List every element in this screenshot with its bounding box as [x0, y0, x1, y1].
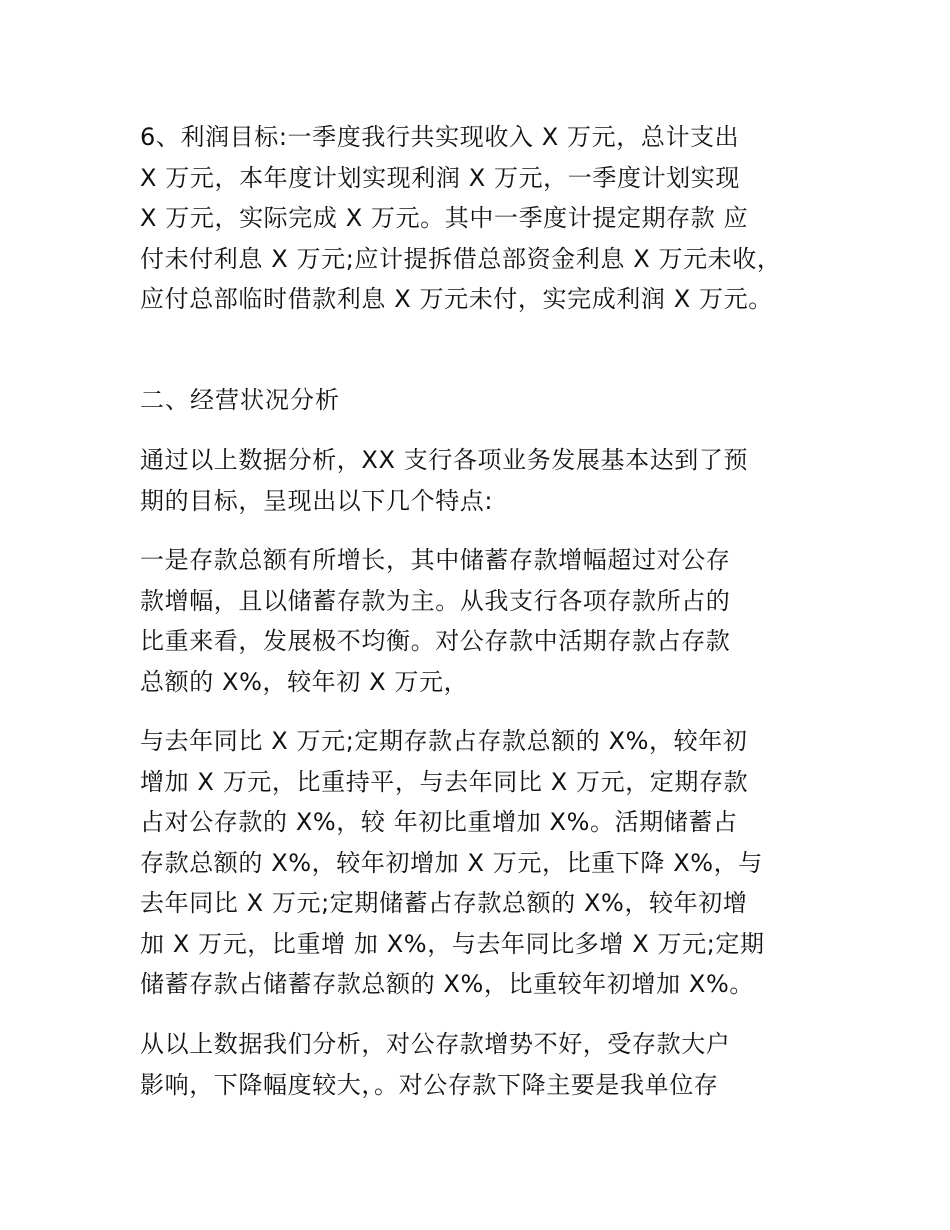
- paragraph-analysis-intro: [140, 440, 840, 521]
- text-line: 去年同比 X 万元;定期储蓄占存款总额的 X%，较年初增: [140, 889, 748, 917]
- text-line: 期的目标，呈现出以下几个特点:: [140, 486, 494, 515]
- text-line: 存款总额的 X%，较年初增加 X 万元，比重下降 X%，与: [140, 848, 763, 877]
- text-line: X 万元，实际完成 X 万元。其中一季度计提定期存款 应: [140, 204, 749, 232]
- text-line: 储蓄存款占储蓄存款总额的 X%，比重较年初增加 X%。: [140, 970, 754, 998]
- text-line: 总额的 X%，较年初 X 万元，: [140, 667, 469, 696]
- paragraph-deposit-details: [140, 721, 840, 1005]
- text-line: 6、利润目标:一季度我行共实现收入 X 万元，总计支出: [140, 123, 740, 151]
- section-heading: [140, 380, 840, 421]
- text-line: 占对公存款的 X%，较 年初比重增加 X%。活期储蓄占: [140, 808, 738, 836]
- text-line: 付未付利息 X 万元;应计提拆借总部资金利息 X 万元未收，: [140, 244, 782, 273]
- text-line: 影响，下降幅度较大，。对公存款下降主要是我单位存: [140, 1070, 719, 1099]
- paragraph-deposit-growth: [140, 540, 840, 702]
- paragraph-corporate-deposit-analysis: [140, 1024, 840, 1105]
- text-line: X 万元，本年度计划实现利润 X 万元，一季度计划实现: [140, 163, 740, 192]
- text-line: 应付总部临时借款利息 X 万元未付，实完成利润 X 万元。: [140, 285, 773, 313]
- text-line: 与去年同比 X 万元;定期存款占存款总额的 X%，较年初: [140, 727, 748, 755]
- text-line: 比重来看，发展极不均衡。对公存款中活期存款占存款: [140, 627, 731, 655]
- paragraph-profit-target: [140, 117, 840, 320]
- text-line: 一是存款总额有所增长，其中储蓄存款增幅超过对公存: [140, 546, 731, 574]
- section-heading-text: 二、经营状况分析: [140, 386, 340, 414]
- text-line: 款增幅，且以储蓄存款为主。从我支行各项存款所占的: [140, 586, 731, 615]
- text-line: 从以上数据我们分析，对公存款增势不好，受存款大户: [140, 1030, 731, 1058]
- text-line: 加 X 万元，比重增 加 X%，与去年同比多增 X 万元;定期: [140, 929, 765, 958]
- text-line: 通过以上数据分析，XX 支行各项业务发展基本达到了预: [140, 446, 749, 474]
- text-line: 增加 X 万元，比重持平，与去年同比 X 万元，定期存款: [140, 767, 749, 796]
